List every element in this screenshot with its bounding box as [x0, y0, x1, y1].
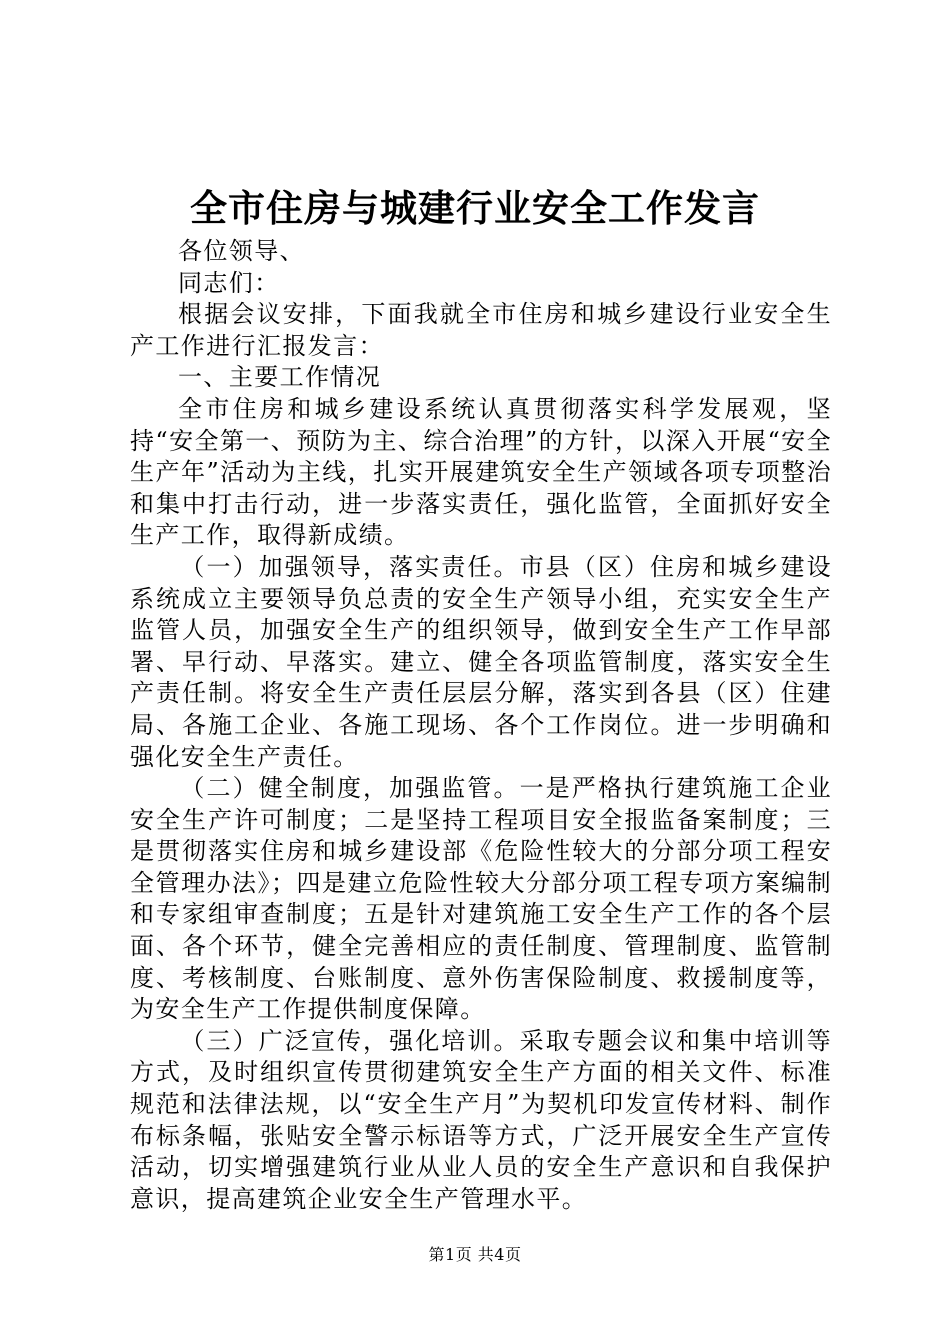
salutation-leaders: 各位领导、 [178, 237, 305, 265]
subsection-paragraph-1: （一）加强领导，落实责任。市县（区）住房和城乡建设系统成立主要领导负总责的安全生产领导小组，充实安全生产监管人员，加强安全生产的组织领导，做到安全生产工作早部署、早行动、早落实。建立、健全各项监管制度，落实安全生产责任制。将安全生产责任层层分解，落实到各县（区）住建局、各施工企业、各施工现场、各个工作岗位。进一步明确和强化安全生产责任。 [130, 552, 832, 771]
document-body [130, 236, 832, 1215]
overview-paragraph: 全市住房和城乡建设系统认真贯彻落实科学发展观，坚持“安全第一、预防为主、综合治理”的方针，以深入开展“安全生产年”活动为主线，扎实开展建筑安全生产领域各项专项整治和集中打击行动，进一步落实责任，强化监管，全面抓好安全生产工作，取得新成绩。 [130, 394, 832, 550]
subsection-paragraph-3: （三）广泛宣传，强化培训。采取专题会议和集中培训等方式，及时组织宣传贯彻建筑安全生产方面的相关文件、标准规范和法律法规，以“安全生产月”为契机印发宣传材料、制作布标条幅，张贴安全警示标语等方式，广泛开展安全生产宣传活动，切实增强建筑行业从业人员的安全生产意识和自我保护意识，提高建筑企业安全生产管理水平。 [130, 1026, 832, 1213]
page-number-footer: 第1页 共4页 [428, 1245, 522, 1264]
section-heading: 一、主要工作情况 [178, 363, 382, 392]
intro-paragraph: 根据会议安排，下面我就全市住房和城乡建设行业安全生产工作进行汇报发言： [130, 300, 832, 360]
document-title: 全市住房与城建行业安全工作发言 [190, 186, 760, 230]
salutation-comrades: 同志们： [178, 268, 280, 297]
subsection-paragraph-2: （二）健全制度，加强监管。一是严格执行建筑施工企业安全生产许可制度；二是坚持工程项目安全报监备案制度；三是贯彻落实住房和城乡建设部《危险性较大的分部分项工程安全管理办法》；四是建立危险性较大分部分项工程专项方案编制和专家组审查制度；五是针对建筑施工安全生产工作的各个层面、各个环节，健全完善相应的责任制度、管理制度、监管制度、考核制度、台账制度、意外伤害保险制度、救援制度等，为安全生产工作提供制度保障。 [130, 774, 832, 1024]
